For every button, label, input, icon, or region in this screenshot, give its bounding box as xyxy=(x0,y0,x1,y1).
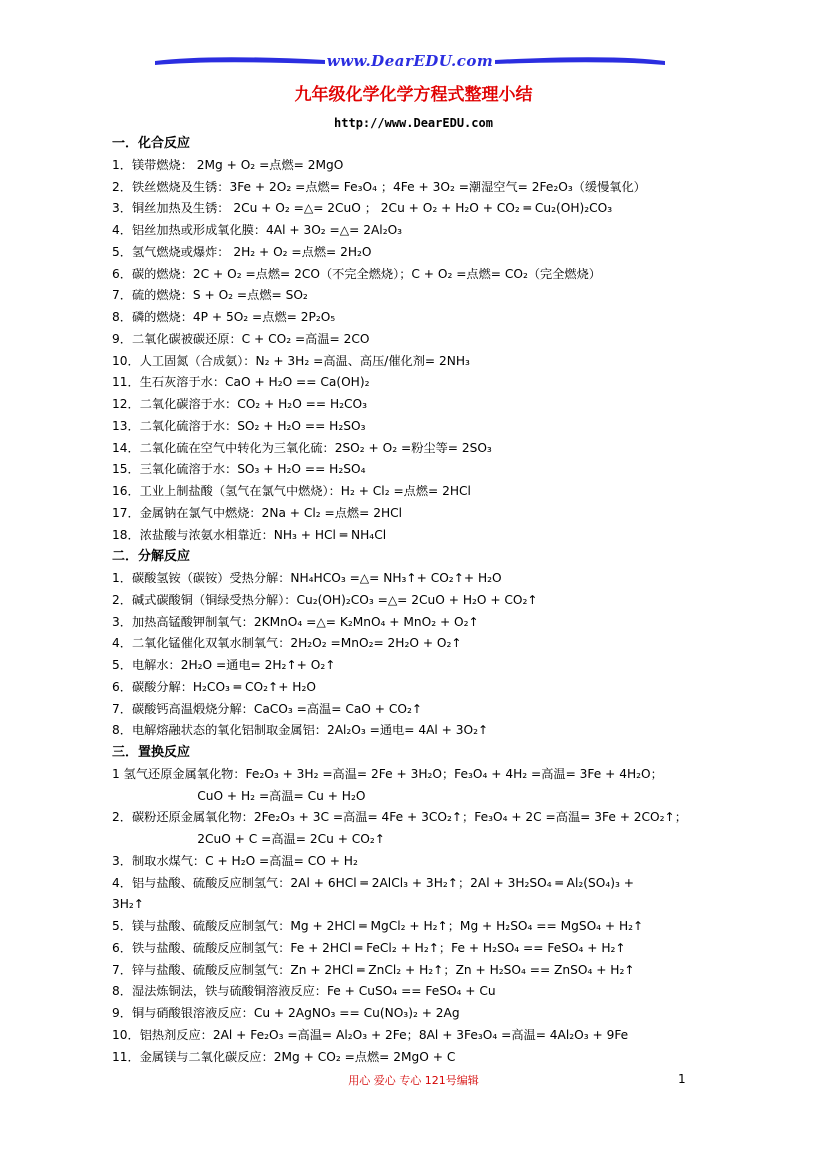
equation-line: 8．湿法炼铜法，铁与硫酸铜溶液反应：Fe + CuSO₄ == FeSO₄ + Cu xyxy=(112,984,496,999)
footer-text: 用心 爱心 专心 121号编辑 xyxy=(348,1074,479,1087)
section-heading: 三．置换反应 xyxy=(112,745,191,760)
equation-line: 1．镁带燃烧： 2Mg + O₂ =点燃= 2MgO xyxy=(112,157,344,172)
equation-line: 14．二氧化硫在空气中转化为三氧化硫：2SO₂ + O₂ =粉尘等= 2SO₃ xyxy=(112,440,492,455)
equation-line: 11．生石灰溶于水：CaO + H₂O == Ca(OH)₂ xyxy=(112,375,370,390)
equation-line: 17．金属钠在氯气中燃烧：2Na + Cl₂ =点燃= 2HCl xyxy=(112,505,403,520)
page-title: 九年级化学化学方程式整理小结 xyxy=(294,85,533,105)
equation-line: 16．工业上制盐酸（氢气在氯气中燃烧）：H₂ + Cl₂ =点燃= 2HCl xyxy=(112,484,471,498)
equation-line: 3H₂↑ xyxy=(112,897,145,912)
equation-line: 6．碳酸分解：H₂CO₃ ═ CO₂↑+ H₂O xyxy=(112,679,316,694)
equation-line: 15．三氧化硫溶于水：SO₃ + H₂O == H₂SO₄ xyxy=(112,462,366,477)
equation-line: 2．铁丝燃烧及生锈：3Fe + 2O₂ =点燃= Fe₃O₄ ；4Fe + 3O₂ =潮湿空气= 2Fe₂O₃（缓慢氧化） xyxy=(112,179,646,194)
equation-line: 18．浓盐酸与浓氨水相靠近：NH₃ + HCl ═ NH₄Cl xyxy=(112,527,387,542)
equation-list xyxy=(112,133,732,1068)
equation-line: 11．金属镁与二氧化碳反应：2Mg + CO₂ =点燃= 2MgO + C xyxy=(112,1049,456,1064)
equation-line: 8．电解熔融状态的氧化铝制取金属铝：2Al₂O₃ =通电= 4Al + 3O₂↑ xyxy=(112,723,489,738)
equation-line: 5．氢气燃烧或爆炸： 2H₂ + O₂ =点燃= 2H₂O xyxy=(112,244,372,259)
equation-line: 4．铝与盐酸、硫酸反应制氢气：2Al + 6HCl ═ 2AlCl₃ + 3H₂↑；2Al + 3H₂SO₄ ═ Al₂(SO₄)₃ + xyxy=(112,875,634,890)
equation-line: 10．人工固氮（合成氨）：N₂ + 3H₂ =高温、高压/催化剂= 2NH₃ xyxy=(112,353,470,368)
equation-line: 9．二氧化碳被碳还原：C + CO₂ =高温= 2CO xyxy=(112,331,370,346)
equation-line: 7．锌与盐酸、硫酸反应制氢气：Zn + 2HCl ═ ZnCl₂ + H₂↑；Zn + H₂SO₄ == ZnSO₄ + H₂↑ xyxy=(112,962,635,977)
equation-line: 12．二氧化碳溶于水：CO₂ + H₂O == H₂CO₃ xyxy=(112,397,367,411)
equation-line: 2．碱式碳酸铜（铜绿受热分解）：Cu₂(OH)₂CO₃ =△= 2CuO + H₂O + CO₂↑ xyxy=(112,592,538,607)
equation-line: 2CuO + C =高温= 2Cu + CO₂↑ xyxy=(112,832,385,846)
section-heading: 一．化合反应 xyxy=(112,136,191,151)
section-heading: 二．分解反应 xyxy=(112,549,191,565)
site-url[interactable]: http://www.DearEDU.com xyxy=(334,116,493,130)
equation-line: 3．加热高锰酸钾制氧气：2KMnO₄ =△= K₂MnO₄ + MnO₂ + O₂↑ xyxy=(112,614,479,629)
equation-line: 5．电解水：2H₂O =通电= 2H₂↑+ O₂↑ xyxy=(112,658,336,672)
equation-line: 1 氢气还原金属氧化物：Fe₂O₃ + 3H₂ =高温= 2Fe + 3H₂O；Fe₃O₄ + 4H₂ =高温= 3Fe + 4H₂O； xyxy=(112,766,663,781)
equation-line: 2．碳粉还原金属氧化物：2Fe₂O₃ + 3C =高温= 4Fe + 3CO₂↑；Fe₃O₄ + 2C =高温= 3Fe + 2CO₂↑； xyxy=(112,810,687,825)
equation-line: 6．铁与盐酸、硫酸反应制氢气：Fe + 2HCl ═ FeCl₂ + H₂↑；Fe + H₂SO₄ == FeSO₄ + H₂↑ xyxy=(112,940,626,955)
equation-line: CuO + H₂ =高温= Cu + H₂O xyxy=(112,788,366,803)
page-number: 1 xyxy=(678,1072,686,1086)
equation-line: 9．铜与硝酸银溶液反应：Cu + 2AgNO₃ == Cu(NO₃)₂ + 2Ag xyxy=(112,1006,460,1020)
equation-line: 3．铜丝加热及生锈： 2Cu + O₂ =△= 2CuO ； 2Cu + O₂ + H₂O + CO₂ ═ Cu₂(OH)₂CO₃ xyxy=(112,201,613,216)
site-banner xyxy=(150,52,670,74)
equation-line: 4．铝丝加热或形成氧化膜：4Al + 3O₂ =△= 2Al₂O₃ xyxy=(112,223,403,237)
site-name: www.DearEDU.com xyxy=(326,52,494,70)
equation-line: 5．镁与盐酸、硫酸反应制氢气：Mg + 2HCl ═ MgCl₂ + H₂↑；Mg + H₂SO₄ == MgSO₄ + H₂↑ xyxy=(112,919,644,933)
equation-line: 7．碳酸钙高温煅烧分解：CaCO₃ =高温= CaO + CO₂↑ xyxy=(112,701,423,716)
equation-line: 6．碳的燃烧：2C + O₂ =点燃= 2CO（不完全燃烧）；C + O₂ =点燃= CO₂（完全燃烧） xyxy=(112,266,601,281)
equation-line: 8．磷的燃烧：4P + 5O₂ =点燃= 2P₂O₅ xyxy=(112,310,336,324)
equation-line: 4．二氧化锰催化双氧水制氧气：2H₂O₂ =MnO₂= 2H₂O + O₂↑ xyxy=(112,636,462,651)
equation-line: 13．二氧化硫溶于水：SO₂ + H₂O == H₂SO₃ xyxy=(112,418,366,433)
equation-line: 7．硫的燃烧：S + O₂ =点燃= SO₂ xyxy=(112,288,308,303)
equation-line: 10．铝热剂反应：2Al + Fe₂O₃ =高温= Al₂O₃ + 2Fe；8Al + 3Fe₃O₄ =高温= 4Al₂O₃ + 9Fe xyxy=(112,1027,629,1042)
equation-line: 3．制取水煤气：C + H₂O =高温= CO + H₂ xyxy=(112,853,358,868)
equation-line: 1．碳酸氢铵（碳铵）受热分解：NH₄HCO₃ =△= NH₃↑+ CO₂↑+ H₂O xyxy=(112,571,502,585)
